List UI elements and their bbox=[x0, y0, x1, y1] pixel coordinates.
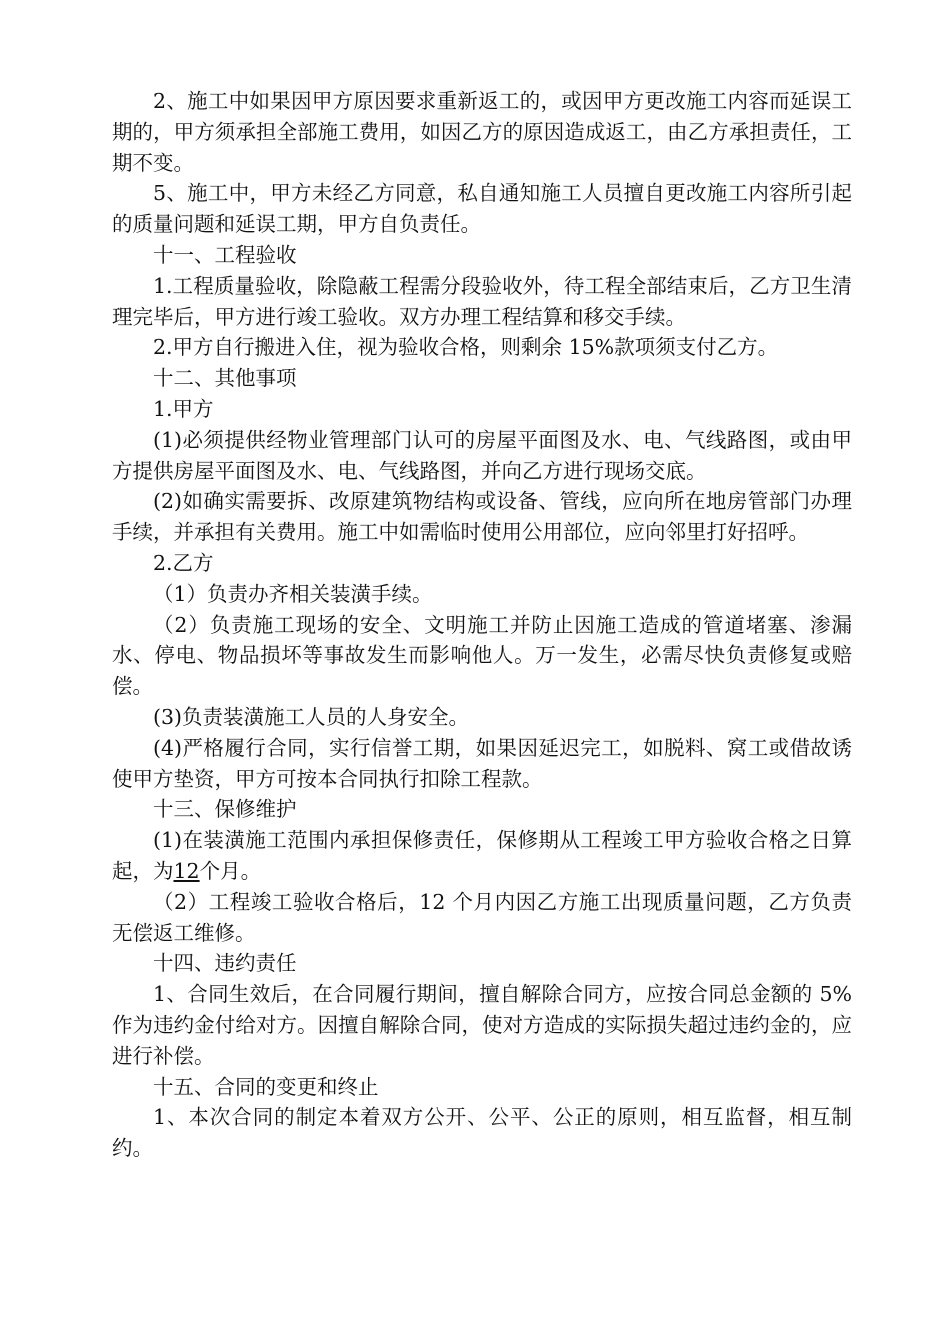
clause-party-b-procedures: （1）负责办齐相关装潢手续。 bbox=[153, 581, 433, 606]
section-heading-other-matters: 十二、其他事项 bbox=[153, 366, 297, 391]
warranty-text-before: (1)在装潢施工范围内承担保修责任，保修期从工程竣工甲方验收合格之日算起，为 bbox=[112, 828, 852, 883]
section-heading-acceptance: 十一、工程验收 bbox=[153, 242, 297, 267]
clause-party-b-site-safety: （2）负责施工现场的安全、文明施工并防止因施工造成的管道堵塞、渗漏水、停电、物品损坏等事故发生而影响他人。万一发生，必需尽快负责修复或赔偿。 bbox=[112, 612, 852, 699]
clause-rework: 2、施工中如果因甲方原因要求重新返工的，或因甲方更改施工内容而延误工期的，甲方须承担全部施工费用，如因乙方的原因造成返工，由乙方承担责任，工期不变。 bbox=[112, 89, 852, 175]
warranty-months-value: 12 bbox=[173, 858, 200, 883]
clause-party-b-worker-safety: (3)负责装潢施工人员的人身安全。 bbox=[153, 704, 470, 729]
clause-party-a-structure-change: (2)如确实需要拆、改原建筑物结构或设备、管线，应向所在地房管部门办理手续，并承担有关费用。施工中如需临时使用公用部位，应向邻里打好招呼。 bbox=[112, 489, 852, 545]
subheading-party-b: 2.乙方 bbox=[153, 550, 214, 575]
clause-warranty-period bbox=[112, 825, 852, 887]
clause-warranty-repair: （2）工程竣工验收合格后，12 个月内因乙方施工出现质量问题，乙方负责无偿返工维修。 bbox=[112, 889, 852, 945]
clause-principles: 1、本次合同的制定本着双方公开、公平、公正的原则，相互监督，相互制约。 bbox=[112, 1105, 852, 1161]
section-heading-change-termination: 十五、合同的变更和终止 bbox=[153, 1074, 379, 1099]
clause-unauthorized-change: 5、施工中，甲方未经乙方同意，私自通知施工人员擅自更改施工内容所引起的质量问题和延误工期，甲方自负责任。 bbox=[112, 181, 852, 237]
section-heading-liability: 十四、违约责任 bbox=[153, 951, 297, 976]
warranty-text-after: 个月。 bbox=[199, 858, 262, 883]
document-page bbox=[112, 86, 852, 1164]
clause-party-a-drawings: (1)必须提供经物业管理部门认可的房屋平面图及水、电、气线路图，或由甲方提供房屋平面图及水、电、气线路图，并向乙方进行现场交底。 bbox=[112, 427, 852, 483]
section-heading-warranty: 十三、保修维护 bbox=[153, 797, 297, 822]
subheading-party-a: 1.甲方 bbox=[153, 396, 214, 421]
clause-quality-acceptance: 1.工程质量验收，除隐蔽工程需分段验收外，待工程全部结束后，乙方卫生清理完毕后，甲方进行竣工验收。双方办理工程结算和移交手续。 bbox=[112, 273, 852, 329]
clause-liquidated-damages: 1、合同生效后，在合同履行期间，擅自解除合同方，应按合同总金额的 5%作为违约金付给对方。因擅自解除合同，使对方造成的实际损失超过违约金的，应进行补偿。 bbox=[112, 982, 852, 1068]
clause-party-b-schedule: (4)严格履行合同，实行信誉工期，如果因延迟完工，如脱料、窝工或借故诱使甲方垫资，甲方可按本合同执行扣除工程款。 bbox=[112, 735, 852, 791]
clause-move-in-acceptance: 2.甲方自行搬进入住，视为验收合格，则剩余 15%款项须支付乙方。 bbox=[153, 335, 779, 360]
